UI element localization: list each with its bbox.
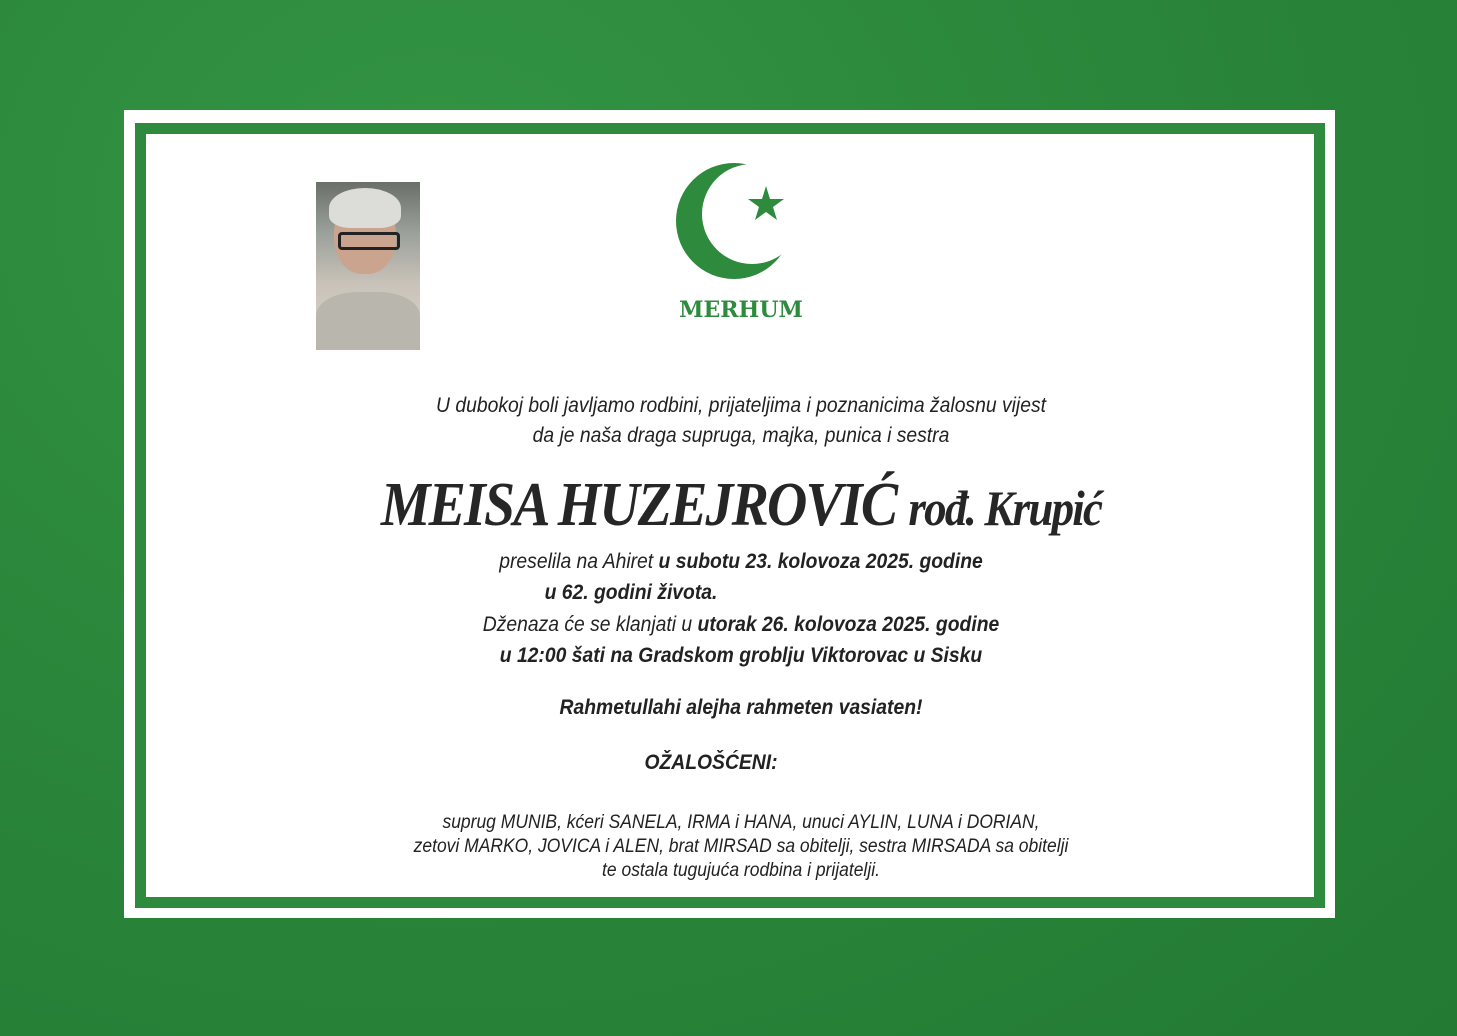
mourners-line-1: suprug MUNIB, kćeri SANELA, IRMA i HANA, unuci AYLIN, LUNA i DORIAN, bbox=[442, 812, 1040, 833]
death-date: u subotu 23. kolovoza 2025. godine bbox=[658, 550, 983, 573]
funeral-prefix: Dženaza će se klanjati u bbox=[482, 613, 698, 636]
funeral-line bbox=[194, 613, 1289, 637]
intro-line-2: da je naša draga supruga, majka, punica i sestra bbox=[532, 424, 950, 447]
full-name: MEISA HUZEJROVIĆ bbox=[380, 471, 897, 539]
death-line bbox=[194, 550, 1289, 574]
age-line: u 62. godini života. bbox=[544, 581, 718, 604]
intro-line-1: U dubokoj boli javljamo rodbini, prijateljima i poznanicima žalosnu vijest bbox=[436, 394, 1046, 417]
deceased-photo bbox=[316, 182, 420, 350]
prayer: Rahmetullahi alejha rahmeten vasiaten! bbox=[559, 696, 923, 719]
mourners-line-2: zetovi MARKO, JOVICA i ALEN, brat MIRSAD sa obitelji, sestra MIRSADA sa obitelji bbox=[413, 836, 1069, 857]
deceased-name bbox=[206, 470, 1277, 541]
mourners-title: OŽALOŠĆENI: bbox=[644, 751, 778, 774]
death-prefix: preselila na Ahiret bbox=[499, 550, 659, 573]
mourners-line-3: te ostala tugujuća rodbina i prijatelji. bbox=[602, 860, 880, 881]
funeral-date: utorak 26. kolovoza 2025. godine bbox=[697, 613, 1000, 636]
funeral-place: u 12:00 šati na Gradskom groblju Viktorovac u Sisku bbox=[499, 644, 983, 667]
obituary-card bbox=[124, 110, 1335, 918]
maiden-name: rođ. Krupić bbox=[908, 480, 1102, 536]
green-frame bbox=[135, 123, 1325, 908]
crescent-star-icon bbox=[674, 156, 804, 286]
merhum-label: MERHUM bbox=[679, 297, 803, 323]
